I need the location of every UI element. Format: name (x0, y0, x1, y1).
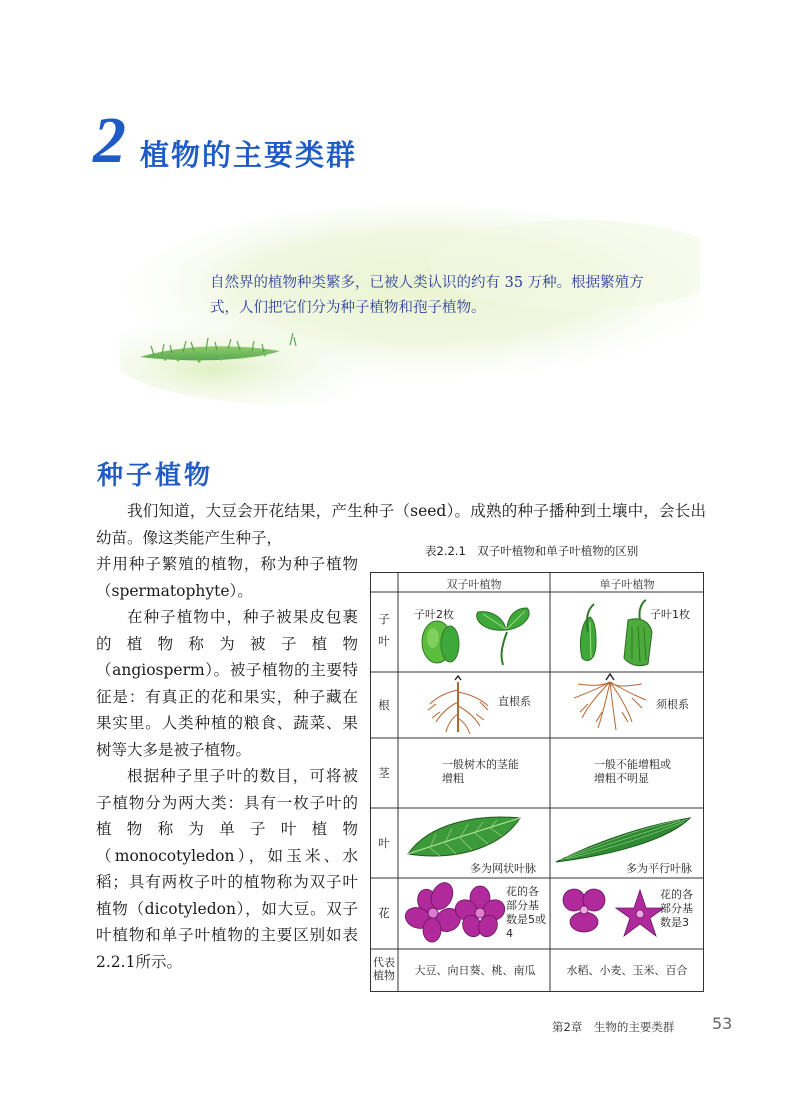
cell-dicot-representative: 大豆、向日葵、桃、南瓜 (414, 964, 536, 977)
cell-dicot-flower: 花的各部分基数是5或4 (506, 885, 546, 940)
footer-chapter-label: 第2章 生物的主要类群 (552, 1020, 675, 1034)
paragraph-seed-intro: 我们知道，大豆会开花结果，产生种子（seed）。成熟的种子播种到土壤中，会长出幼苗。像这类能产生种子， (96, 502, 706, 547)
cell-monocot-representative: 水稻、小麦、玉米、百合 (566, 964, 688, 977)
monocot-seed-cross-icon (624, 600, 652, 666)
col-header-monocot: 单子叶植物 (599, 578, 655, 591)
row-label-leaf: 叶 (378, 836, 390, 850)
paragraph-angiosperm: 在种子植物中，种子被果皮包裹的植物称为被子植物（angiosperm）。被子植物的主要特征是：有真正的花和果实，种子藏在果实里。人类种植的粮食、蔬菜、果树等大多是被子植物。 (96, 608, 358, 759)
dicot-flower-icon-2 (451, 886, 508, 940)
comparison-table (370, 572, 704, 992)
monocot-flower-icon-1 (559, 885, 609, 932)
cell-monocot-stem: 一般不能增粗或增粗不明显 (594, 758, 671, 785)
monocot-seed-icon (580, 604, 596, 661)
page-number: 53 (712, 1014, 733, 1033)
chapter-number: 2 (93, 104, 126, 177)
fibrous-root-icon (574, 674, 646, 730)
paragraph-monocot-dicot: 根据种子里子叶的数目，可将被子植物分为两大类：具有一枚子叶的植物称为单子叶植物（monocotyledon），如玉米、水稻；具有两枚子叶的植物称为双子叶植物（dicotyledon），如大豆。双子叶植物和单子叶植物的主要区别如表2.2.1所示。 (96, 767, 358, 971)
intro-text: 自然界的植物种类繁多，已被人类认识的约有 35 万种。根据繁殖方式，人们把它们分为种子植物和孢子植物。 (210, 275, 644, 316)
cell-dicot-cotyledon: 子叶2枚 (414, 608, 454, 621)
net-vein-leaf-icon (408, 817, 520, 856)
paragraph-seed-plant-def: 并用种子繁殖的植物，称为种子植物（spermatophyte）。 (96, 555, 358, 600)
monocot-flower-icon-2 (616, 890, 664, 936)
cell-monocot-flower: 花的各部分基数是3 (660, 888, 693, 929)
dicot-seed-icon (422, 621, 459, 663)
cell-monocot-leaf: 多为平行叶脉 (626, 862, 692, 875)
dicot-seedling-icon (477, 608, 529, 665)
chapter-title: 植物的主要类群 (140, 138, 358, 172)
taproot-icon (428, 676, 488, 734)
left-column (96, 551, 358, 975)
row-label-stem: 茎 (378, 766, 390, 780)
parallel-vein-leaf-icon (556, 818, 690, 862)
cell-dicot-stem: 一般树木的茎能增粗 (442, 758, 519, 785)
row-label-representative: 代表植物 (373, 956, 395, 982)
cell-dicot-leaf: 多为网状叶脉 (470, 862, 536, 875)
cell-monocot-cotyledon: 子叶1枚 (650, 608, 690, 621)
row-label-root: 根 (378, 698, 390, 712)
row-label-cotyledon: 子叶 (378, 612, 390, 648)
table-caption: 表2.2.1 双子叶植物和单子叶植物的区别 (425, 544, 639, 558)
col-header-dicot: 双子叶植物 (446, 578, 502, 591)
cell-dicot-root: 直根系 (498, 695, 531, 708)
row-label-flower: 花 (378, 906, 390, 920)
section-heading: 种子植物 (97, 461, 214, 491)
cell-monocot-root: 须根系 (656, 698, 689, 711)
